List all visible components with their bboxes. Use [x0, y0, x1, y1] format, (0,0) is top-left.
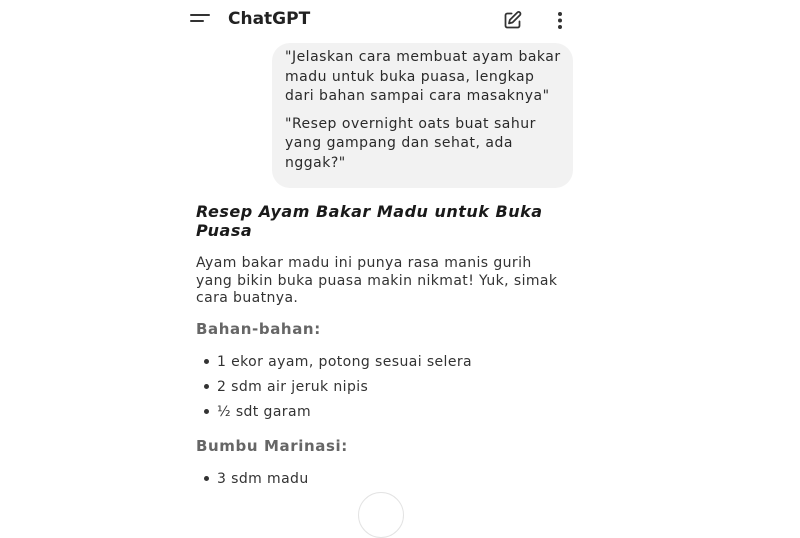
top-bar — [0, 0, 800, 40]
list-item-text: 2 sdm air jeruk nipis — [217, 379, 369, 395]
list-item-text: 1 ekor ayam, potong sesuai selera — [217, 354, 472, 370]
user-message-paragraph: "Resep overnight oats buat sahur yang gampang dan sehat, ada nggak?" — [285, 115, 536, 171]
user-message-bubble — [272, 43, 573, 188]
response-title: Resep Ayam Bakar Madu untuk Buka Puasa — [196, 202, 543, 240]
response-intro: Ayam bakar madu ini punya rasa manis gurih yang bikin buka puasa makin nikmat! Yuk, simak cara buatnya. — [196, 255, 558, 306]
vertical-ellipsis-icon[interactable] — [551, 10, 569, 31]
list-item — [204, 354, 472, 370]
assistant-response — [196, 202, 576, 240]
hamburger-menu-icon[interactable] — [190, 12, 210, 28]
ingredients-heading: Bahan-bahan: — [196, 320, 321, 338]
list-item — [204, 379, 368, 395]
bullet-icon — [204, 359, 209, 364]
bullet-icon — [204, 476, 209, 481]
user-message-paragraph: "Jelaskan cara membuat ayam bakar madu untuk buka puasa, lengkap dari bahan sampai cara masaknya" — [285, 49, 561, 105]
list-item — [204, 404, 311, 420]
bullet-icon — [204, 384, 209, 389]
bullet-icon — [204, 409, 209, 414]
marinade-heading: Bumbu Marinasi: — [196, 437, 348, 455]
scroll-down-button[interactable] — [358, 492, 404, 538]
list-item-text: ½ sdt garam — [217, 404, 311, 420]
app-title: ChatGPT — [228, 9, 311, 29]
list-item — [204, 471, 309, 487]
edit-pencil-icon[interactable] — [502, 10, 523, 31]
list-item-text: 3 sdm madu — [217, 471, 309, 487]
